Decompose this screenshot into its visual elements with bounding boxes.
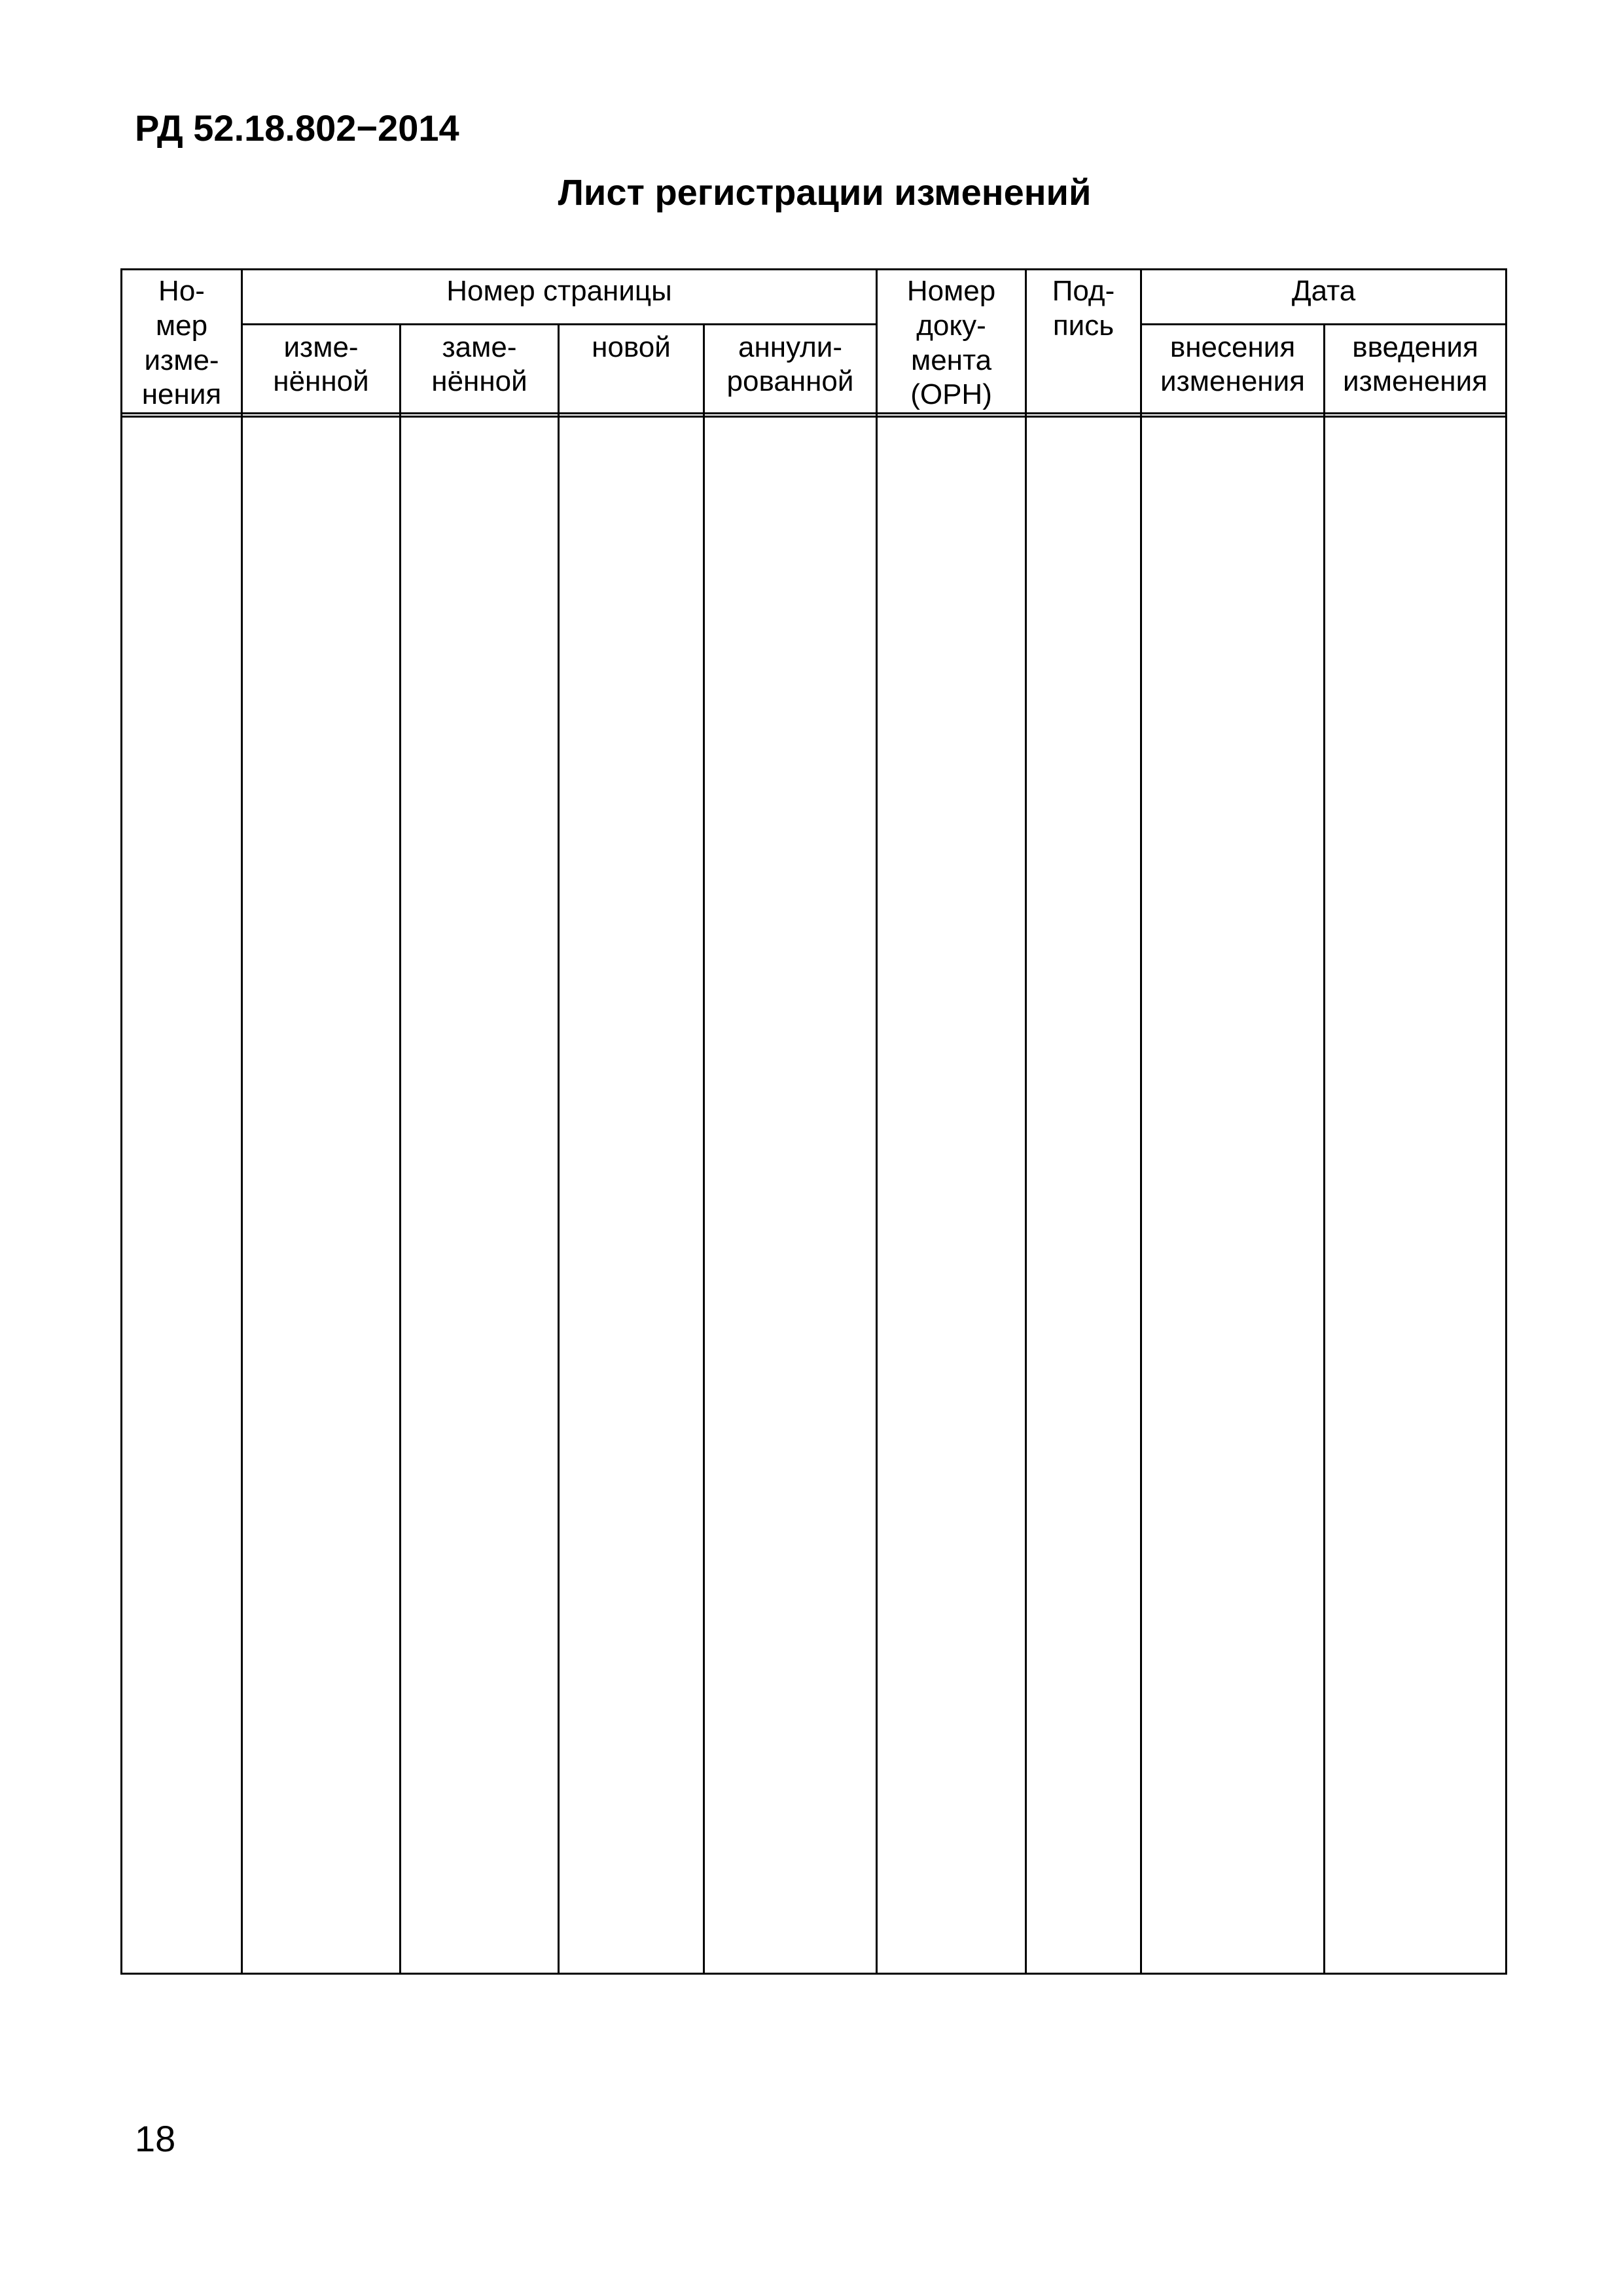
header-document-number: Номер доку- мента (ОРН) bbox=[877, 270, 1026, 414]
cell-changed-page[interactable] bbox=[242, 417, 401, 1974]
cell-replaced-page[interactable] bbox=[401, 417, 559, 1974]
cell-new-page[interactable] bbox=[559, 417, 704, 1974]
header-new-page: новой bbox=[559, 324, 704, 414]
cell-signature[interactable] bbox=[1026, 417, 1141, 1974]
cell-annulled-page[interactable] bbox=[704, 417, 877, 1974]
header-change-number: Но- мер изме- нения bbox=[122, 270, 242, 414]
cell-change-number[interactable] bbox=[122, 417, 242, 1974]
header-changed-page: изме- нённой bbox=[242, 324, 401, 414]
header-signature: Под- пись bbox=[1026, 270, 1141, 414]
header-page-number-group: Номер страницы bbox=[242, 270, 877, 325]
header-replaced-page: заме- нённой bbox=[401, 324, 559, 414]
header-date-entry: внесения изменения bbox=[1141, 324, 1325, 414]
cell-date-entry[interactable] bbox=[1141, 417, 1325, 1974]
cell-date-effective[interactable] bbox=[1325, 417, 1507, 1974]
doc-code: РД 52.18.802−2014 bbox=[135, 107, 459, 149]
page-title: Лист регистрации изменений bbox=[558, 171, 1092, 213]
header-annulled-page: аннули- рованной bbox=[704, 324, 877, 414]
page-number: 18 bbox=[135, 2118, 176, 2159]
header-date-effective: введения изменения bbox=[1325, 324, 1507, 414]
table-body-row bbox=[122, 417, 1507, 1974]
cell-document-number[interactable] bbox=[877, 417, 1026, 1974]
header-date-group: Дата bbox=[1141, 270, 1507, 325]
change-registration-table bbox=[120, 268, 1507, 1975]
